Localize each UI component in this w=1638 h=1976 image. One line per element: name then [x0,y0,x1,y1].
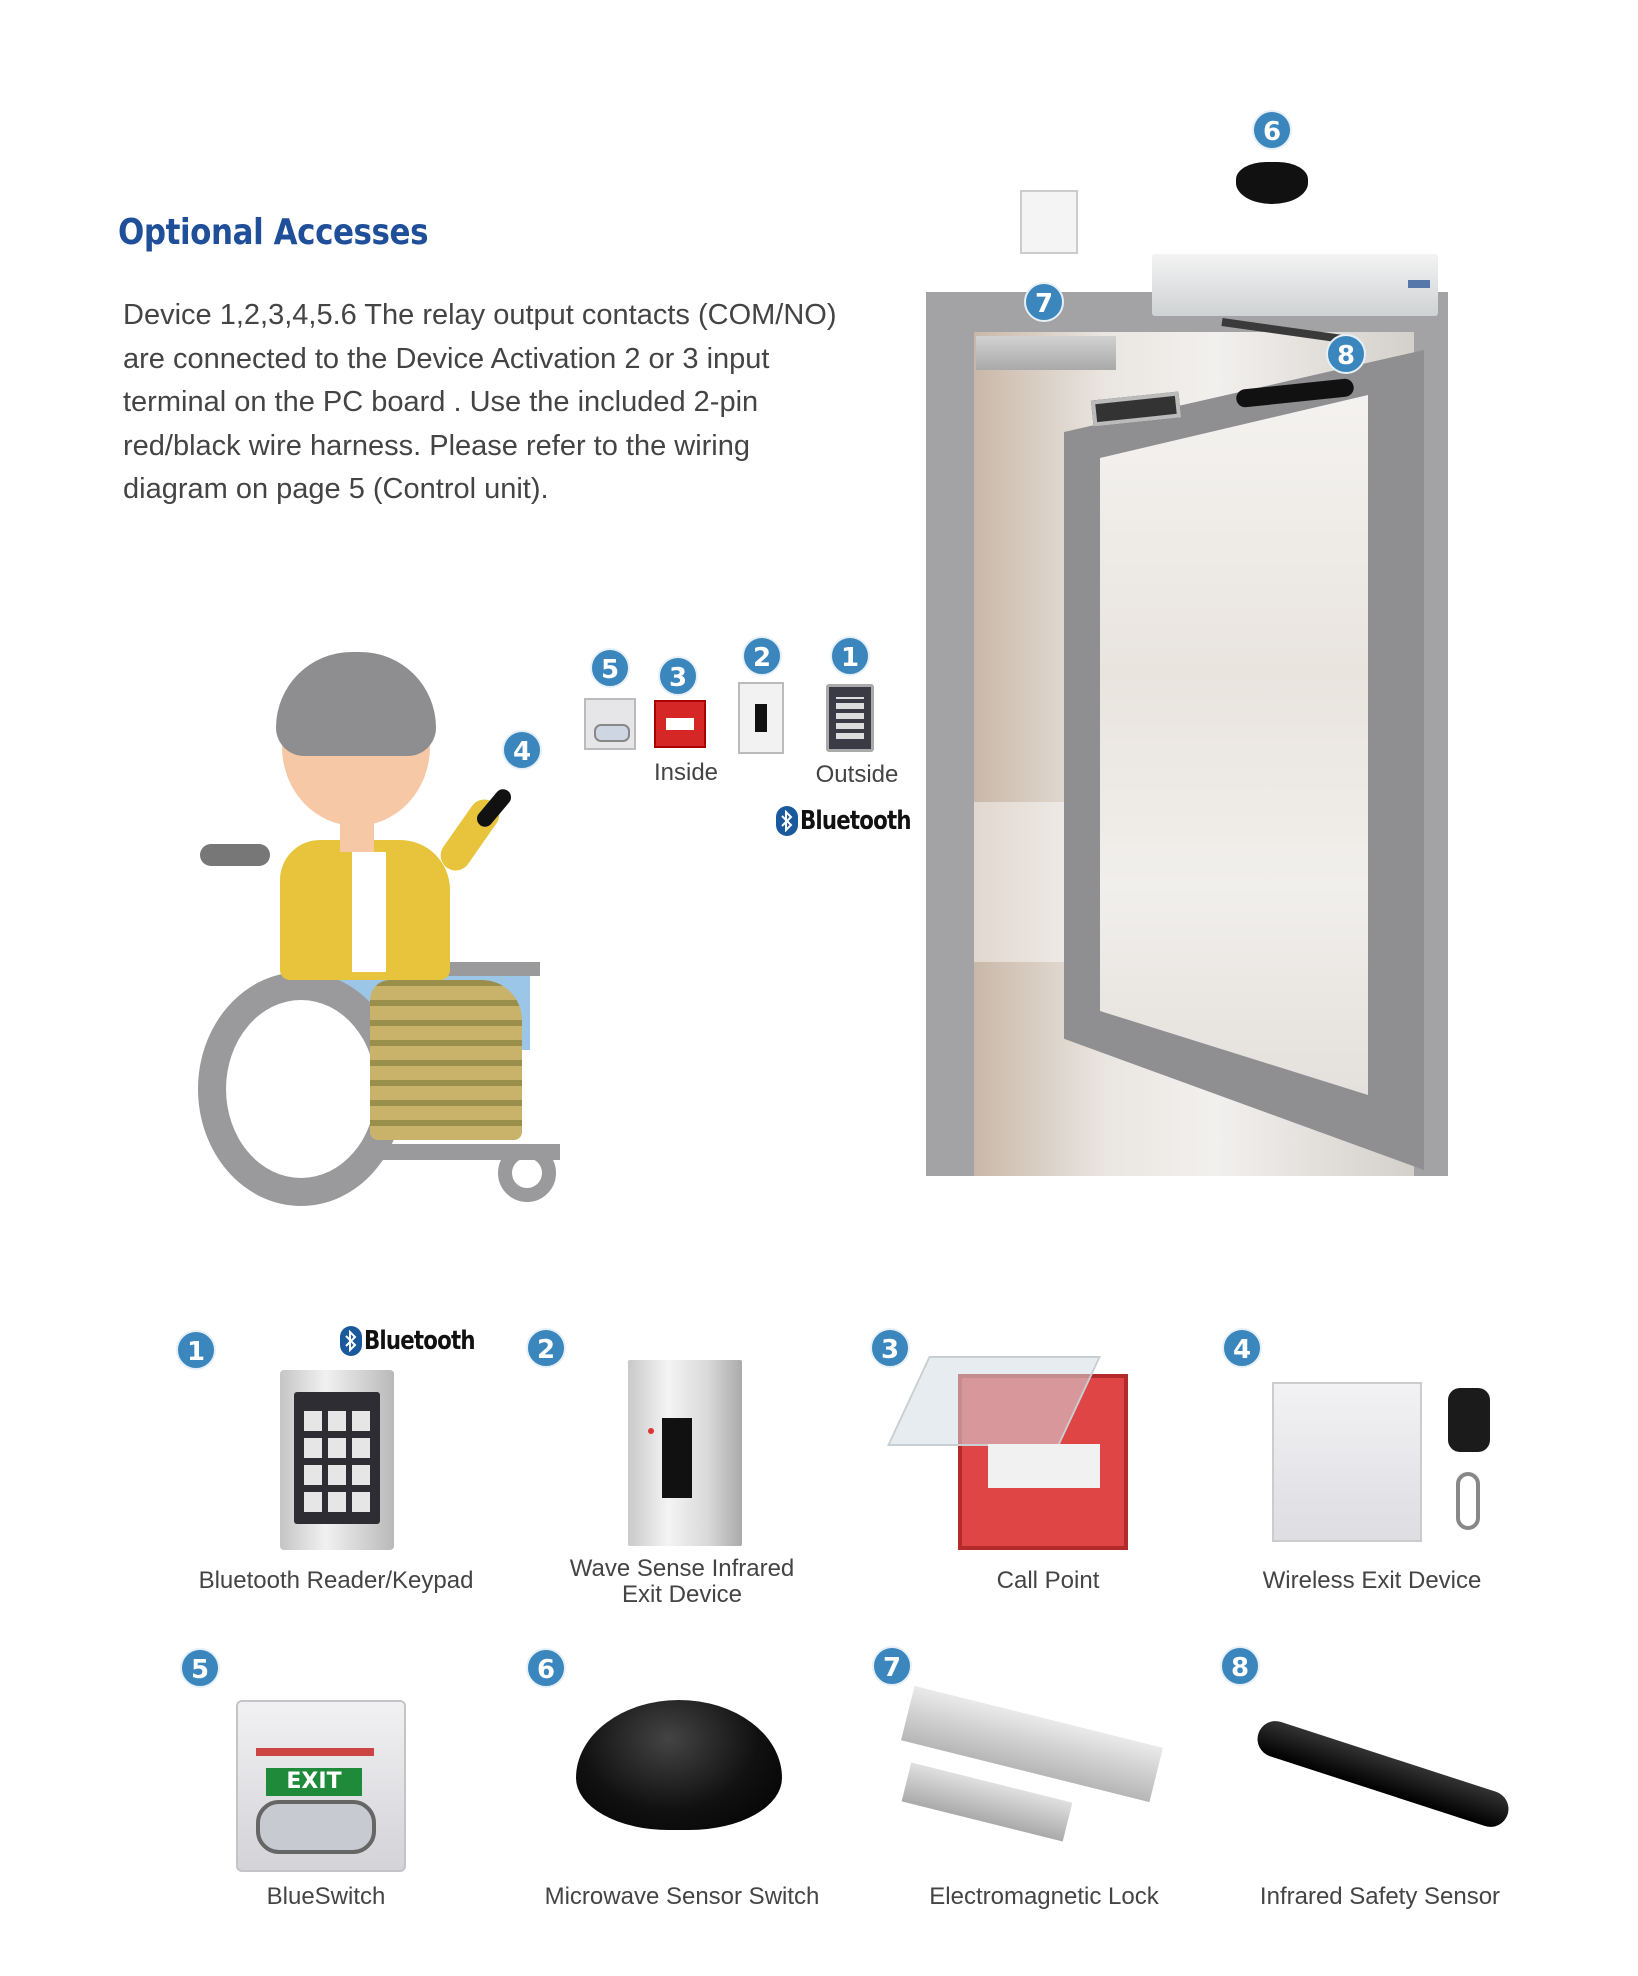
product-name-line: Wave Sense Infrared [569,1555,795,1582]
door-microwave-sensor [1236,162,1308,204]
product-badge-8: 8 [1220,1646,1260,1686]
product-name: Infrared Safety Sensor [1259,1883,1501,1910]
chair-caster [498,1144,556,1202]
infrared-safety-sensor-image [1253,1716,1513,1831]
key-ring-image [1456,1472,1480,1530]
person-blanket [370,980,522,1140]
product-badge-1: 1 [176,1330,216,1370]
section-title: Optional Accesses [118,212,429,253]
bluetooth-wordmark: Bluetooth [364,1326,475,1356]
inside-label: Inside [653,759,719,786]
product-name: Electromagnetic Lock [929,1883,1159,1910]
key-fob-image [1448,1388,1490,1452]
badge-7: 7 [1024,282,1064,322]
mini-exit-switch [584,698,636,750]
product-name: Wireless Exit Device [1262,1567,1482,1594]
bluetooth-wordmark: Bluetooth [800,806,911,836]
product-name: Call Point [996,1567,1100,1594]
product-name: Bluetooth Reader/Keypad [198,1567,474,1594]
mini-call-point [654,700,706,748]
badge-3: 3 [658,656,698,696]
bluetooth-icon [776,806,798,836]
product-badge-5: 5 [180,1648,220,1688]
mini-wave-sensor [738,682,784,754]
intro-line: terminal on the PC board . Use the included 2-pin [123,386,759,418]
product-bluetooth-logo [340,1326,499,1356]
product-name: Microwave Sensor Switch [544,1883,820,1910]
person-hair [276,652,436,756]
badge-1: 1 [830,636,870,676]
mini-keypad [826,684,874,752]
badge-8: 8 [1326,334,1366,374]
keypad-keys [304,1404,370,1512]
badge-2: 2 [742,636,782,676]
badge-6: 6 [1252,110,1292,150]
product-name: BlueSwitch [266,1883,386,1910]
call-point-cover [887,1356,1101,1446]
wireless-exit-image [1272,1382,1422,1542]
exit-sign: EXIT [266,1768,362,1796]
door-glass [1100,395,1368,1095]
blueswitch-stripe [256,1748,374,1756]
product-badge-4: 4 [1222,1328,1262,1368]
bluetooth-icon [340,1326,362,1356]
product-name-line: Exit Device [621,1581,743,1608]
microwave-sensor-image [576,1700,782,1830]
door-wireless-receiver [1020,190,1078,254]
chair-handle [200,844,270,866]
outside-label: Outside [815,761,899,788]
call-point-image [958,1374,1128,1550]
blueswitch-image [236,1700,406,1872]
product-badge-7: 7 [872,1646,912,1686]
intro-line: Device 1,2,3,4,5.6 The relay output contacts (COM/NO) [123,299,837,331]
intro-line: are connected to the Device Activation 2 or 3 input [123,342,770,375]
door-maglock [976,336,1116,370]
person-shirt [352,852,386,972]
bluetooth-logo [776,806,935,836]
intro-line: red/black wire harness. Please refer to the wiring [123,429,751,462]
badge-4: 4 [502,730,542,770]
product-badge-6: 6 [526,1648,566,1688]
intro-line: diagram on page 5 (Control unit). [123,473,549,505]
product-badge-3: 3 [870,1328,910,1368]
bluetooth-keypad-image [280,1370,394,1550]
door-operator [1152,254,1438,316]
wave-sense-image [628,1360,742,1546]
product-name [552,1556,812,1608]
badge-5: 5 [590,648,630,688]
intro-paragraph [123,294,913,512]
product-badge-2: 2 [526,1328,566,1368]
